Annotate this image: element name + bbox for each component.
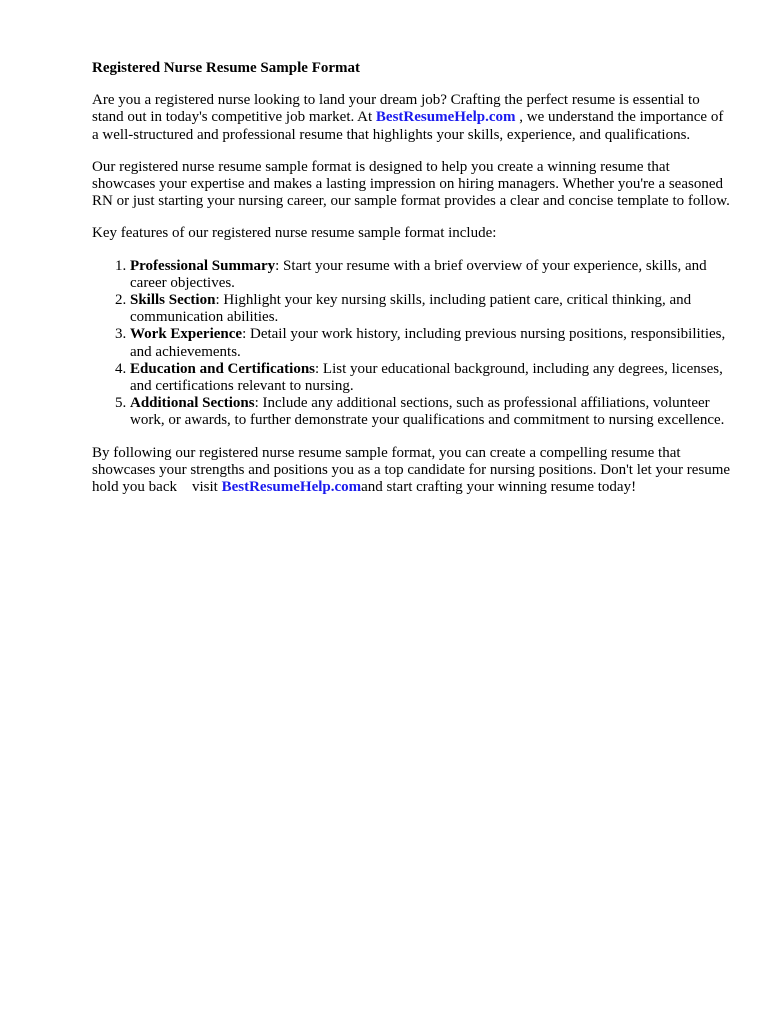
- feature-term: Work Experience: [130, 326, 243, 343]
- feature-term: Professional Summary: [130, 257, 276, 274]
- feature-text: : Start your resume with a brief overview of your experience, skills, and career objectives.: [130, 257, 707, 291]
- feature-term: Education and Certifications: [130, 360, 316, 377]
- feature-text: : Include any additional sections, such as professional affiliations, volunteer work, or awards, to further demonstrate your qualifications and commitment to nursing excellence.: [130, 395, 725, 429]
- list-item: [130, 395, 732, 429]
- description-paragraph: Our registered nurse resume sample format is designed to help you create a winning resume that showcases your expertise and makes a lasting impression on hiring managers. Whether you're a seasoned RN or just starting your nursing career, our sample format provides a clear and concise template to follow.: [92, 158, 730, 210]
- document-page: [92, 60, 732, 511]
- closing-link[interactable]: BestResumeHelp.com: [221, 479, 362, 496]
- feature-term: Skills Section: [130, 292, 216, 309]
- list-item: [130, 258, 732, 292]
- list-item: [130, 292, 732, 326]
- features-intro: Key features of our registered nurse resume sample format include:: [92, 225, 497, 242]
- feature-text: : List your educational background, including any degrees, licenses, and certifications relevant to nursing.: [130, 360, 723, 395]
- list-item: [130, 326, 732, 360]
- closing-text-after-link: and start crafting your winning resume today!: [361, 479, 637, 496]
- closing-paragraph: [92, 445, 732, 497]
- feature-text: : Highlight your key nursing skills, including patient care, critical thinking, and communication abilities.: [130, 292, 692, 326]
- intro-text-before-link: Are you a registered nurse looking to land your dream job? Crafting the perfect resume is essential to stand out in today's competitive job market. At: [92, 92, 700, 126]
- closing-text-before-link: By following our registered nurse resume sample format, you can create a compelling resume that showcases your strengths and positions you as a top candidate for nursing positions. Don't let your resume hold you back visit: [92, 444, 731, 496]
- list-item: [130, 361, 732, 395]
- intro-link[interactable]: BestResumeHelp.com: [375, 109, 516, 126]
- document-title: Registered Nurse Resume Sample Format: [92, 60, 361, 76]
- feature-text: : Detail your work history, including previous nursing positions, responsibilities, and achievements.: [130, 326, 726, 360]
- feature-term: Additional Sections: [130, 395, 255, 412]
- intro-paragraph: [92, 92, 732, 144]
- intro-text-after-link: , we understand the importance of a well-structured and professional resume that highlights your skills, experience, and qualifications.: [92, 109, 724, 143]
- features-list: [92, 258, 732, 430]
